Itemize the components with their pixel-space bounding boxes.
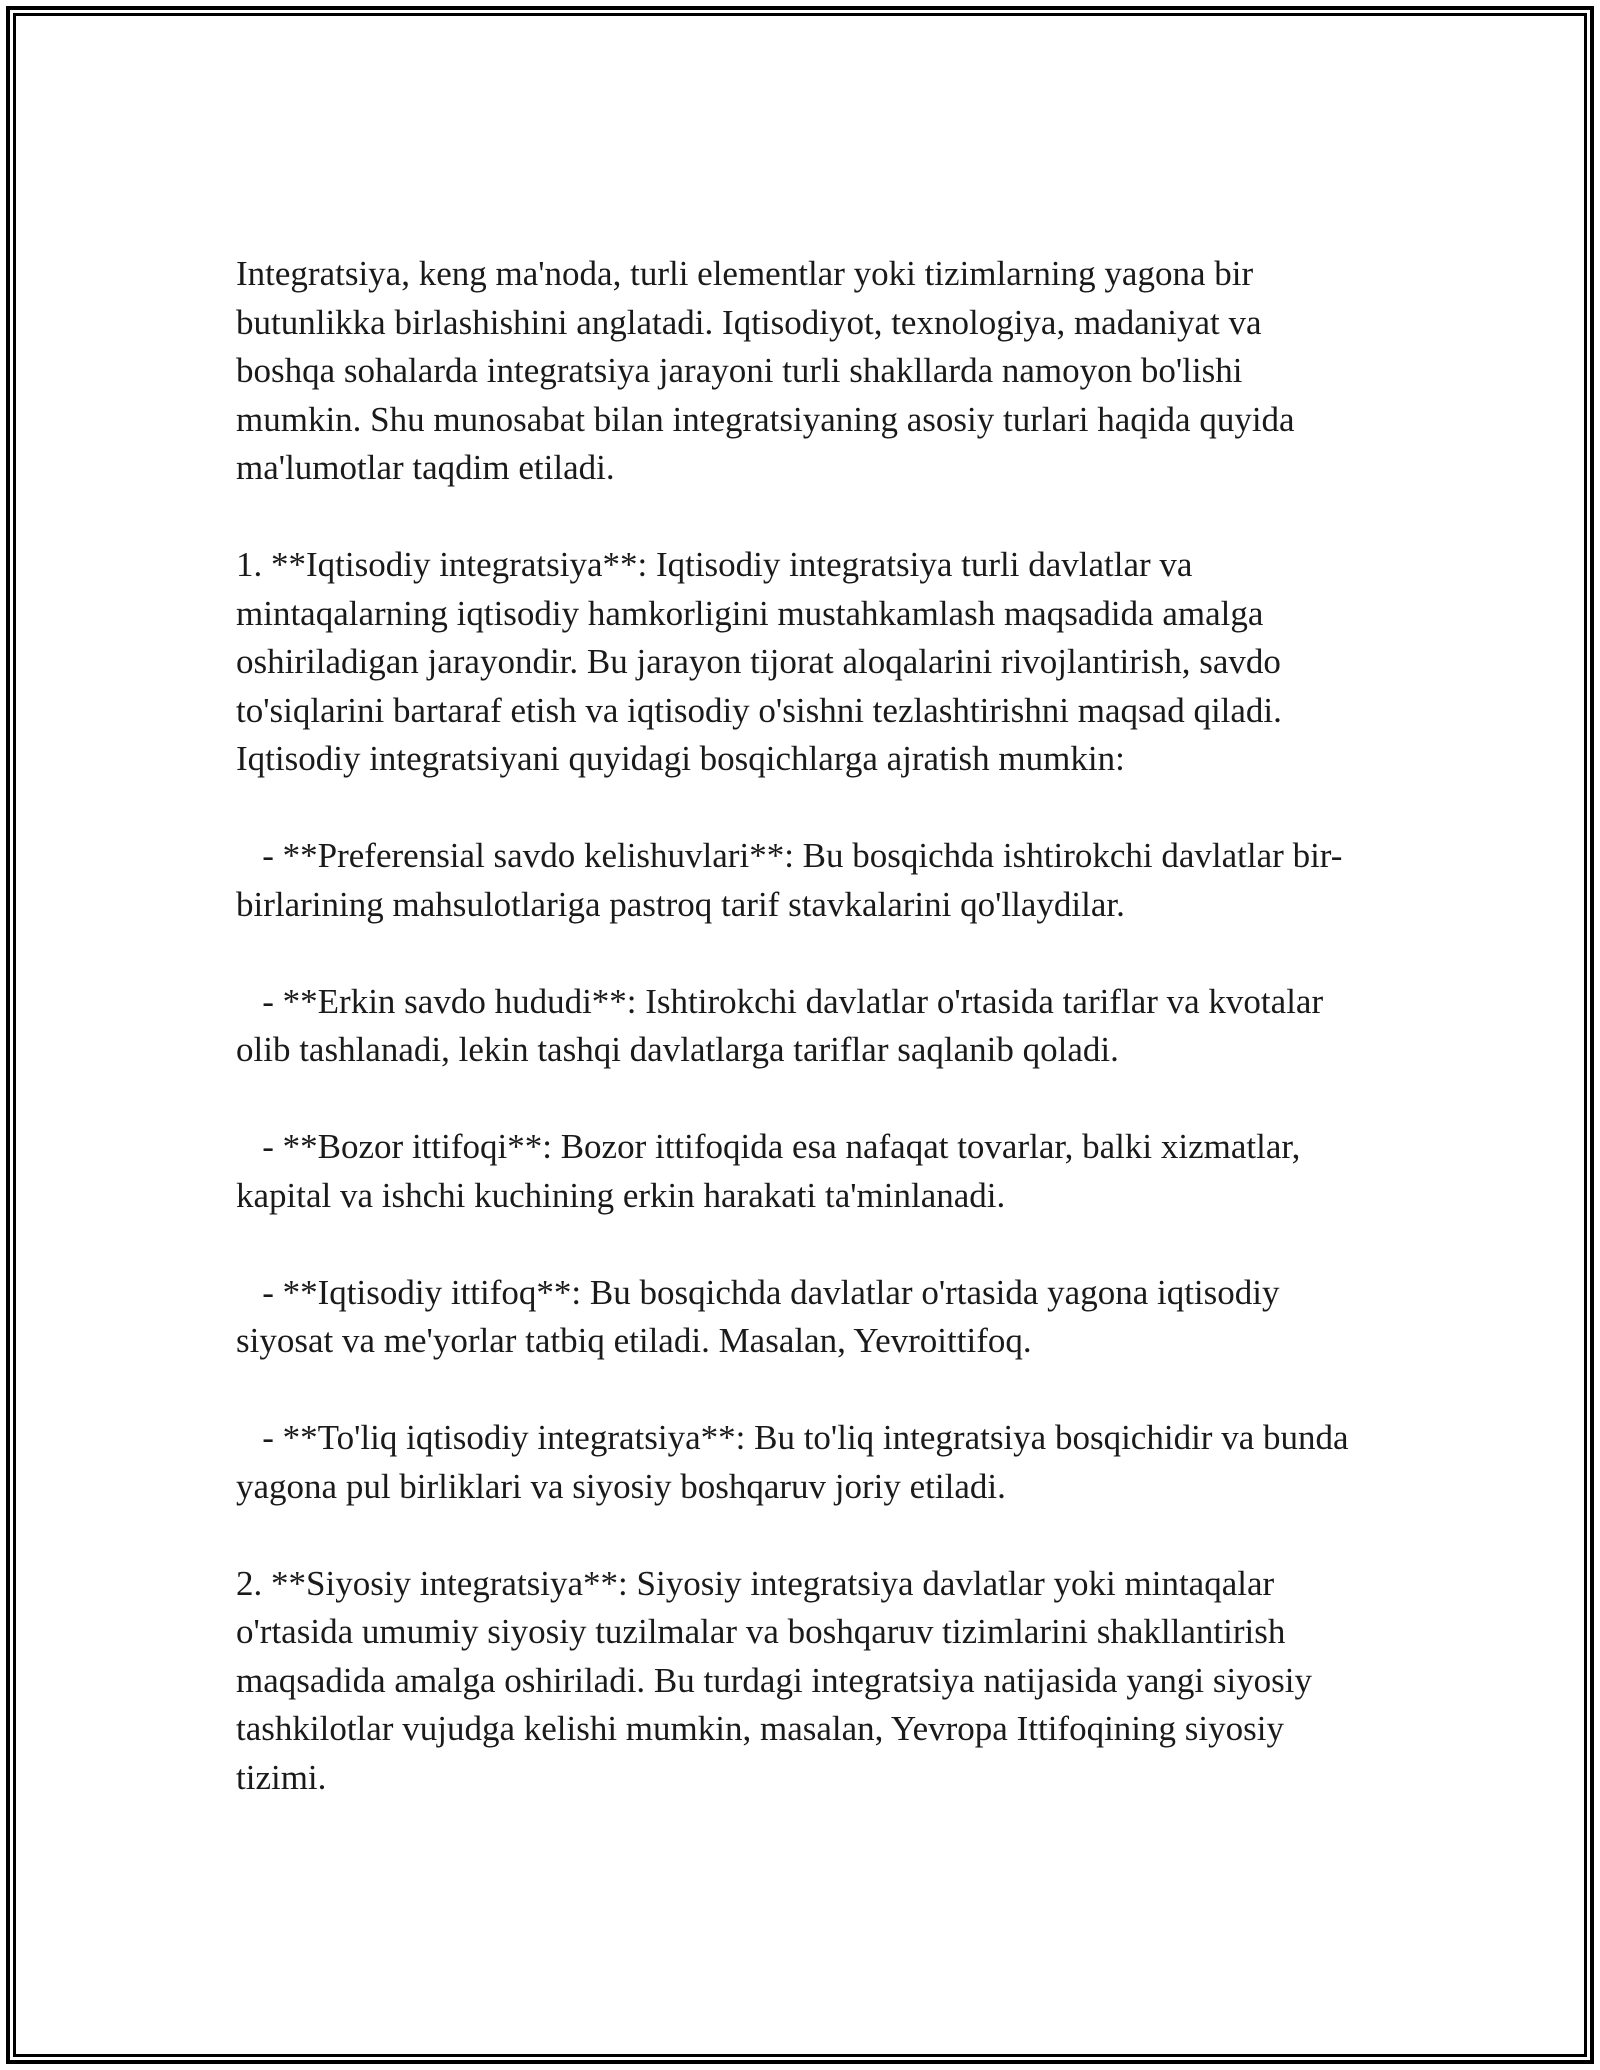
full-economic-integration-item: - **To'liq iqtisodiy integratsiya**: Bu to'liq integratsiya bosqichidir va bunda yagona pul birliklari va siyosiy boshqaruv joriy etiladi.	[236, 1418, 1358, 1506]
preferential-trade-item: - **Preferensial savdo kelishuvlari**: Bu bosqichda ishtirokchi davlatlar bir-birlarining mahsulotlariga pastroq tarif stavkalarini qo'llaydilar.	[236, 836, 1343, 924]
economic-integration-paragraph: 1. **Iqtisodiy integratsiya**: Iqtisodiy integratsiya turli davlatlar va mintaqalarning iqtisodiy hamkorligini mustahkamlash maqsadida amalga oshiriladigan jarayondir. Bu jarayon tijorat aloqalarini rivojlantirish, savdo to'siqlarini bartaraf etish va iqtisodiy o'sishni tezlashtirishni maqsad qiladi. Iqtisodiy integratsiyani quyidagi bosqichlarga ajratish mumkin:	[236, 545, 1291, 778]
intro-paragraph: Integratsiya, keng ma'noda, turli elementlar yoki tizimlarning yagona bir butunlikka birlashishini anglatadi. Iqtisodiyot, texnologiya, madaniyat va boshqa sohalarda integratsiya jarayoni turli shakllarda namoyon bo'lishi mumkin. Shu munosabat bilan integratsiyaning asosiy turlari haqida quyida ma'lumotlar taqdim etiladi.	[236, 254, 1304, 487]
common-market-item: - **Bozor ittifoqi**: Bozor ittifoqida esa nafaqat tovarlar, balki xizmatlar, kapital va ishchi kuchining erkin harakati ta'minlanadi.	[236, 1127, 1310, 1215]
economic-union-item: - **Iqtisodiy ittifoq**: Bu bosqichda davlatlar o'rtasida yagona iqtisodiy siyosat va me'yorlar tatbiq etiladi. Masalan, Yevroittifoq.	[236, 1272, 1289, 1360]
document-body	[236, 250, 1366, 1802]
political-integration-paragraph: 2. **Siyosiy integratsiya**: Siyosiy integratsiya davlatlar yoki mintaqalar o'rtasida umumiy siyosiy tuzilmalar va boshqaruv tizimlarini shakllantirish maqsadida amalga oshiriladi. Bu turdagi integratsiya natijasida yangi siyosiy tashkilotlar vujudga kelishi mumkin, masalan, Yevropa Ittifoqining siyosiy tizimi.	[236, 1563, 1321, 1797]
free-trade-area-item: - **Erkin savdo hududi**: Ishtirokchi davlatlar o'rtasida tariflar va kvotalar olib tashlanadi, lekin tashqi davlatlarga tariflar saqlanib qoladi.	[236, 981, 1332, 1069]
